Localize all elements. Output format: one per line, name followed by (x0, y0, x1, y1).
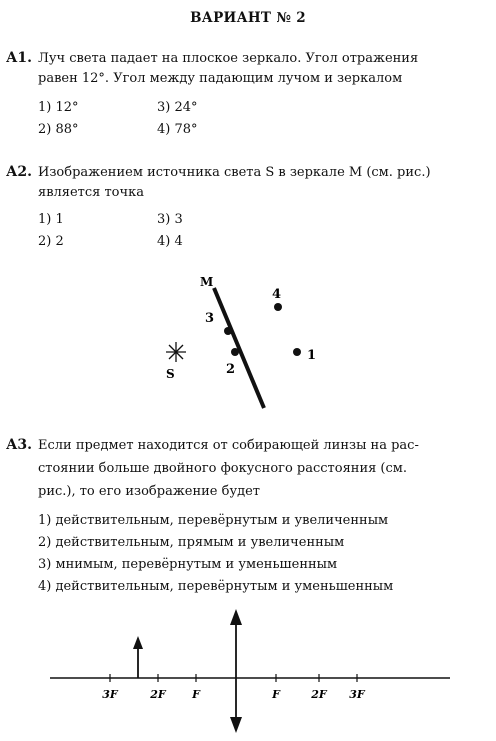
lens-figure (40, 605, 460, 735)
question-a2-text-line-1: Изображением источника света S в зеркале M (см. рис.) (38, 165, 431, 180)
question-a2-option-4[interactable]: 4) 4 (157, 234, 183, 249)
question-a3-number: А3. (6, 437, 33, 453)
question-a2-number: А2. (6, 164, 33, 180)
object-arrow-head-icon (133, 636, 143, 649)
question-a1-option-2[interactable]: 2) 88° (38, 122, 79, 137)
label-3f-left: 3F (102, 688, 118, 701)
question-a1-number: А1. (6, 50, 33, 66)
mirror-figure (150, 270, 340, 420)
mirror-line (214, 288, 264, 408)
label-2f-right: 2F (311, 688, 327, 701)
question-a3-text-line-1: Если предмет находится от собирающей линзы на рас- (38, 438, 419, 453)
lens-bottom-arrow-icon (230, 717, 242, 733)
question-a1-option-3[interactable]: 3) 24° (157, 100, 198, 115)
source-label: S (166, 367, 175, 381)
light-source-s-icon (166, 342, 186, 362)
question-a2-text-line-2: является точка (38, 185, 144, 200)
variant-title: ВАРИАНТ № 2 (190, 10, 306, 26)
question-a1-text-line-2: равен 12°. Угол между падающим лучом и зеркалом (38, 71, 403, 86)
label-2f-left: 2F (150, 688, 166, 701)
point-3-label: 3 (205, 311, 215, 326)
question-a2-option-1[interactable]: 1) 1 (38, 212, 64, 227)
label-3f-right: 3F (349, 688, 365, 701)
point-1-label: 1 (307, 348, 317, 363)
point-4-label: 4 (272, 287, 282, 302)
question-a3-text-line-3: рис.), то его изображение будет (38, 484, 261, 499)
point-2-label: 2 (226, 362, 236, 377)
question-a2-option-3[interactable]: 3) 3 (157, 212, 183, 227)
question-a2-option-2[interactable]: 2) 2 (38, 234, 64, 249)
point-2-dot (231, 348, 239, 356)
question-a1-text-line-1: Луч света падает на плоское зеркало. Угол отражения (38, 51, 419, 66)
question-a3-option-1[interactable]: 1) действительным, перевёрнутым и увеличенным (38, 513, 389, 528)
question-a3-option-2[interactable]: 2) действительным, прямым и увеличенным (38, 535, 345, 550)
label-f-right: F (272, 688, 280, 701)
lens-top-arrow-icon (230, 609, 242, 625)
point-4-dot (274, 303, 282, 311)
question-a3-option-3[interactable]: 3) мнимым, перевёрнутым и уменьшенным (38, 557, 338, 572)
point-1-dot (293, 348, 301, 356)
label-f-left: F (192, 688, 200, 701)
question-a1-option-1[interactable]: 1) 12° (38, 100, 79, 115)
mirror-label: M (200, 275, 214, 289)
question-a1-option-4[interactable]: 4) 78° (157, 122, 198, 137)
question-a3-text-line-2: стоянии больше двойного фокусного расстояния (см. (38, 461, 408, 476)
question-a3-option-4[interactable]: 4) действительным, перевёрнутым и уменьшенным (38, 579, 394, 594)
point-3-dot (224, 327, 232, 335)
